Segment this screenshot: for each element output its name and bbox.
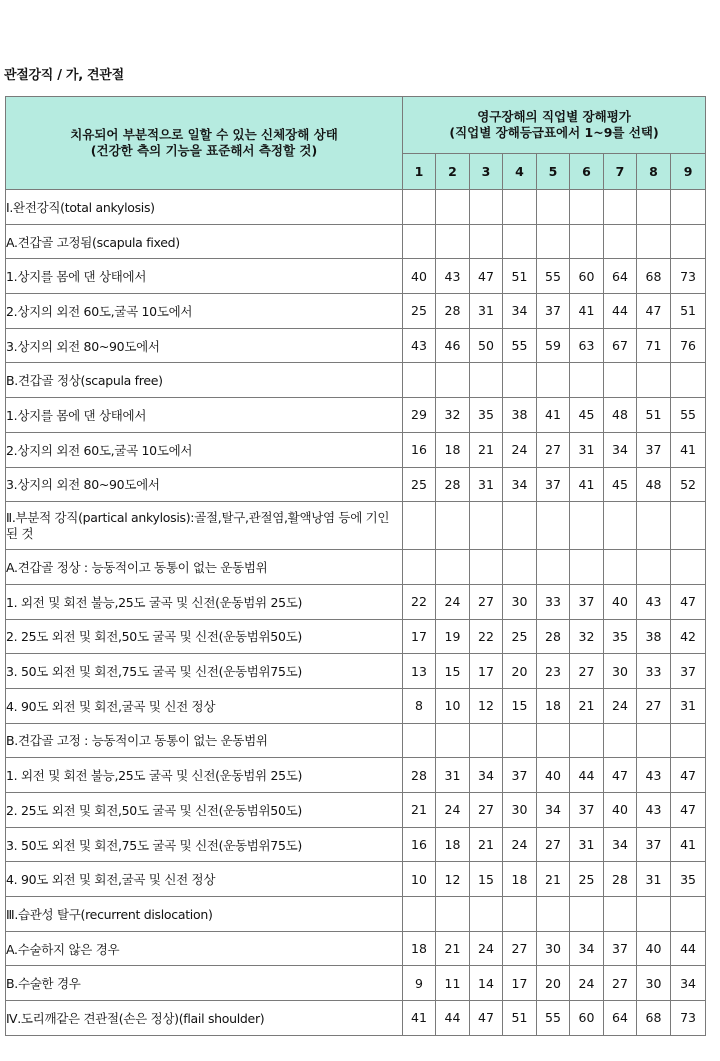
table-row — [6, 190, 706, 225]
table-row — [6, 862, 706, 897]
grade-value-cell — [403, 550, 436, 585]
grade-value-cell — [537, 502, 570, 550]
grade-value-cell — [570, 363, 604, 398]
table-row — [6, 294, 706, 329]
grade-value-cell: 21 — [470, 827, 503, 862]
grade-value-cell: 32 — [436, 398, 470, 433]
grade-value-cell — [671, 363, 706, 398]
row-label: 1. 외전 및 회전 불능,25도 굴곡 및 신전(운동범위 25도) — [6, 758, 403, 793]
grade-value-cell — [671, 190, 706, 225]
grade-value-cell — [570, 502, 604, 550]
row-label: B.수술한 경우 — [6, 966, 403, 1001]
grade-value-cell: 43 — [436, 259, 470, 294]
evaluation-header — [403, 97, 706, 154]
row-label: A.수술하지 않은 경우 — [6, 931, 403, 966]
table-row — [6, 723, 706, 758]
grade-value-cell — [604, 723, 637, 758]
row-label: 3. 50도 외전 및 회전,75도 굴곡 및 신전(운동범위75도) — [6, 827, 403, 862]
row-label: B.견갑골 정상(scapula free) — [6, 363, 403, 398]
grade-header-cell: 9 — [671, 154, 706, 190]
grade-value-cell: 47 — [470, 1001, 503, 1036]
grade-value-cell — [503, 502, 537, 550]
grade-value-cell: 28 — [604, 862, 637, 897]
grade-value-cell: 73 — [671, 259, 706, 294]
grade-value-cell — [570, 723, 604, 758]
grade-value-cell: 47 — [671, 584, 706, 619]
row-label: Ⅲ.습관성 탈구(recurrent dislocation) — [6, 897, 403, 932]
grade-value-cell: 18 — [537, 688, 570, 723]
grade-value-cell — [570, 224, 604, 259]
grade-value-cell: 20 — [503, 654, 537, 689]
grade-value-cell — [470, 502, 503, 550]
grade-value-cell: 34 — [470, 758, 503, 793]
table-row — [6, 758, 706, 793]
grade-value-cell: 34 — [503, 467, 537, 502]
grade-value-cell: 67 — [604, 328, 637, 363]
grade-header-cell: 7 — [604, 154, 637, 190]
grade-value-cell: 37 — [637, 827, 671, 862]
grade-value-cell: 60 — [570, 1001, 604, 1036]
grade-value-cell: 41 — [671, 827, 706, 862]
row-label: A.견갑골 정상 : 능동적이고 동통이 없는 운동범위 — [6, 550, 403, 585]
grade-value-cell: 63 — [570, 328, 604, 363]
grade-value-cell — [637, 190, 671, 225]
row-label: Ⅳ.도리깨같은 견관절(손은 정상)(flail shoulder) — [6, 1001, 403, 1036]
grade-value-cell — [503, 723, 537, 758]
grade-value-cell: 34 — [537, 793, 570, 828]
grade-value-cell — [503, 550, 537, 585]
grade-value-cell: 55 — [671, 398, 706, 433]
row-label: Ⅱ.부분적 강직(partical ankylosis):골절,탈구,관절염,활액낭염 등에 기인된 것 — [6, 502, 403, 550]
table-row — [6, 467, 706, 502]
table-row — [6, 432, 706, 467]
grade-value-cell: 41 — [537, 398, 570, 433]
grade-value-cell — [403, 363, 436, 398]
grade-value-cell: 17 — [403, 619, 436, 654]
grade-value-cell: 15 — [436, 654, 470, 689]
grade-value-cell: 25 — [570, 862, 604, 897]
grade-value-cell — [671, 897, 706, 932]
grade-value-cell: 41 — [671, 432, 706, 467]
grade-value-cell — [470, 224, 503, 259]
grade-value-cell: 43 — [637, 793, 671, 828]
grade-value-cell: 11 — [436, 966, 470, 1001]
row-label: 2. 25도 외전 및 회전,50도 굴곡 및 신전(운동범위50도) — [6, 619, 403, 654]
grade-value-cell: 22 — [403, 584, 436, 619]
grade-value-cell: 47 — [604, 758, 637, 793]
table-body — [6, 190, 706, 1036]
grade-value-cell: 55 — [537, 259, 570, 294]
condition-header-line1: 치유되어 부분적으로 일할 수 있는 신체장해 상태 — [70, 127, 338, 142]
grade-value-cell — [537, 224, 570, 259]
grade-value-cell — [436, 550, 470, 585]
grade-value-cell: 18 — [436, 827, 470, 862]
grade-value-cell — [637, 363, 671, 398]
grade-value-cell: 37 — [537, 294, 570, 329]
grade-value-cell — [671, 550, 706, 585]
grade-value-cell — [403, 502, 436, 550]
grade-value-cell — [537, 897, 570, 932]
grade-value-cell: 37 — [503, 758, 537, 793]
grade-value-cell: 24 — [503, 827, 537, 862]
grade-value-cell: 37 — [671, 654, 706, 689]
grade-value-cell: 35 — [671, 862, 706, 897]
grade-value-cell: 44 — [604, 294, 637, 329]
grade-value-cell — [604, 363, 637, 398]
grade-value-cell: 40 — [537, 758, 570, 793]
row-label: 3. 50도 외전 및 회전,75도 굴곡 및 신전(운동범위75도) — [6, 654, 403, 689]
grade-value-cell: 44 — [671, 931, 706, 966]
grade-header-cell: 5 — [537, 154, 570, 190]
grade-value-cell: 21 — [470, 432, 503, 467]
grade-value-cell — [503, 190, 537, 225]
grade-value-cell: 31 — [570, 827, 604, 862]
grade-value-cell — [503, 224, 537, 259]
grade-value-cell: 15 — [503, 688, 537, 723]
grade-value-cell: 27 — [604, 966, 637, 1001]
grade-value-cell — [637, 502, 671, 550]
row-label: 2.상지의 외전 60도,굴곡 10도에서 — [6, 432, 403, 467]
grade-value-cell: 21 — [570, 688, 604, 723]
grade-value-cell: 27 — [537, 432, 570, 467]
row-label: 3.상지의 외전 80~90도에서 — [6, 467, 403, 502]
grade-value-cell: 40 — [604, 584, 637, 619]
row-label: B.견갑골 고정 : 능동적이고 동통이 없는 운동범위 — [6, 723, 403, 758]
grade-value-cell: 18 — [436, 432, 470, 467]
table-row — [6, 897, 706, 932]
table-row — [6, 502, 706, 550]
grade-value-cell: 35 — [470, 398, 503, 433]
grade-value-cell — [403, 224, 436, 259]
grade-value-cell: 68 — [637, 259, 671, 294]
grade-value-cell — [436, 897, 470, 932]
grade-value-cell — [470, 723, 503, 758]
grade-value-cell: 25 — [503, 619, 537, 654]
grade-value-cell — [470, 190, 503, 225]
grade-value-cell: 47 — [637, 294, 671, 329]
grade-value-cell: 33 — [537, 584, 570, 619]
grade-value-cell: 24 — [436, 793, 470, 828]
grade-value-cell — [637, 897, 671, 932]
grade-value-cell — [470, 897, 503, 932]
grade-value-cell: 24 — [436, 584, 470, 619]
table-row — [6, 827, 706, 862]
grade-value-cell — [671, 502, 706, 550]
grade-value-cell: 42 — [671, 619, 706, 654]
grade-value-cell: 18 — [403, 931, 436, 966]
grade-value-cell: 30 — [604, 654, 637, 689]
row-label: 2. 25도 외전 및 회전,50도 굴곡 및 신전(운동범위50도) — [6, 793, 403, 828]
grade-value-cell: 37 — [537, 467, 570, 502]
grade-value-cell — [671, 723, 706, 758]
grade-value-cell — [470, 363, 503, 398]
grade-value-cell: 21 — [436, 931, 470, 966]
grade-value-cell — [537, 190, 570, 225]
grade-value-cell — [436, 723, 470, 758]
grade-value-cell: 29 — [403, 398, 436, 433]
grade-value-cell: 48 — [637, 467, 671, 502]
grade-value-cell: 24 — [604, 688, 637, 723]
grade-value-cell: 43 — [637, 758, 671, 793]
grade-value-cell — [503, 897, 537, 932]
grade-value-cell: 45 — [604, 467, 637, 502]
row-label: 1.상지를 몸에 댄 상태에서 — [6, 259, 403, 294]
grade-value-cell: 31 — [436, 758, 470, 793]
grade-value-cell: 20 — [537, 966, 570, 1001]
grade-value-cell: 31 — [637, 862, 671, 897]
grade-value-cell: 28 — [436, 294, 470, 329]
grade-value-cell — [537, 723, 570, 758]
grade-value-cell: 27 — [637, 688, 671, 723]
grade-value-cell: 30 — [503, 584, 537, 619]
grade-value-cell — [604, 502, 637, 550]
grade-value-cell: 37 — [570, 793, 604, 828]
grade-value-cell: 27 — [537, 827, 570, 862]
grade-header-cell: 4 — [503, 154, 537, 190]
grade-value-cell: 41 — [570, 467, 604, 502]
grade-value-cell — [671, 224, 706, 259]
row-label: 3.상지의 외전 80~90도에서 — [6, 328, 403, 363]
grade-value-cell — [637, 723, 671, 758]
table-row — [6, 550, 706, 585]
grade-value-cell: 32 — [570, 619, 604, 654]
grade-value-cell: 43 — [403, 328, 436, 363]
grade-value-cell: 33 — [637, 654, 671, 689]
grade-value-cell: 24 — [503, 432, 537, 467]
grade-value-cell: 13 — [403, 654, 436, 689]
table-row — [6, 793, 706, 828]
grade-value-cell — [436, 190, 470, 225]
grade-value-cell: 52 — [671, 467, 706, 502]
grade-value-cell: 51 — [503, 259, 537, 294]
grade-value-cell: 12 — [470, 688, 503, 723]
grade-value-cell: 28 — [537, 619, 570, 654]
grade-value-cell: 37 — [604, 931, 637, 966]
grade-value-cell: 25 — [403, 467, 436, 502]
grade-value-cell: 19 — [436, 619, 470, 654]
grade-value-cell: 15 — [470, 862, 503, 897]
page-title: 관절강직 / 가, 견관절 — [4, 68, 124, 83]
grade-value-cell — [604, 224, 637, 259]
grade-value-cell — [570, 190, 604, 225]
grade-value-cell: 40 — [604, 793, 637, 828]
grade-value-cell — [436, 224, 470, 259]
row-label: A.견갑골 고정됨(scapula fixed) — [6, 224, 403, 259]
grade-value-cell — [537, 363, 570, 398]
grade-value-cell: 60 — [570, 259, 604, 294]
table-row — [6, 259, 706, 294]
grade-value-cell: 34 — [604, 827, 637, 862]
grade-value-cell: 27 — [570, 654, 604, 689]
grade-value-cell: 31 — [671, 688, 706, 723]
grade-value-cell: 51 — [637, 398, 671, 433]
grade-value-cell: 16 — [403, 827, 436, 862]
table-row — [6, 328, 706, 363]
grade-value-cell — [436, 502, 470, 550]
grade-value-cell: 40 — [637, 931, 671, 966]
grade-value-cell: 64 — [604, 1001, 637, 1036]
grade-value-cell: 8 — [403, 688, 436, 723]
grade-value-cell: 24 — [570, 966, 604, 1001]
condition-header-line2: (건강한 측의 기능을 표준해서 측정할 것) — [90, 143, 318, 158]
grade-value-cell: 51 — [671, 294, 706, 329]
grade-value-cell: 34 — [503, 294, 537, 329]
grade-value-cell: 64 — [604, 259, 637, 294]
grade-value-cell: 55 — [537, 1001, 570, 1036]
grade-value-cell: 9 — [403, 966, 436, 1001]
grade-value-cell: 31 — [570, 432, 604, 467]
grade-value-cell: 76 — [671, 328, 706, 363]
grade-value-cell: 14 — [470, 966, 503, 1001]
grade-value-cell: 25 — [403, 294, 436, 329]
grade-value-cell: 16 — [403, 432, 436, 467]
grade-value-cell: 27 — [503, 931, 537, 966]
table-row — [6, 584, 706, 619]
table-row — [6, 619, 706, 654]
grade-value-cell: 30 — [537, 931, 570, 966]
table-row — [6, 931, 706, 966]
grade-value-cell: 34 — [604, 432, 637, 467]
grade-value-cell: 21 — [403, 793, 436, 828]
grade-header-cell: 8 — [637, 154, 671, 190]
grade-value-cell: 44 — [570, 758, 604, 793]
grade-value-cell: 31 — [470, 294, 503, 329]
grade-value-cell: 27 — [470, 584, 503, 619]
evaluation-header-line2: (직업별 장해등급표에서 1~9를 선택) — [449, 125, 659, 140]
grade-value-cell: 28 — [403, 758, 436, 793]
row-label: Ⅰ.완전강직(total ankylosis) — [6, 190, 403, 225]
disability-table — [5, 96, 706, 1036]
grade-value-cell: 71 — [637, 328, 671, 363]
grade-value-cell: 23 — [537, 654, 570, 689]
grade-value-cell: 48 — [604, 398, 637, 433]
table-row — [6, 654, 706, 689]
grade-value-cell: 28 — [436, 467, 470, 502]
grade-value-cell: 68 — [637, 1001, 671, 1036]
grade-value-cell: 12 — [436, 862, 470, 897]
grade-value-cell: 34 — [570, 931, 604, 966]
grade-value-cell: 34 — [671, 966, 706, 1001]
grade-value-cell: 40 — [403, 259, 436, 294]
row-label: 2.상지의 외전 60도,굴곡 10도에서 — [6, 294, 403, 329]
grade-value-cell — [403, 897, 436, 932]
grade-value-cell — [637, 550, 671, 585]
grade-value-cell: 30 — [503, 793, 537, 828]
table-row — [6, 398, 706, 433]
grade-value-cell: 38 — [637, 619, 671, 654]
grade-value-cell — [604, 190, 637, 225]
grade-value-cell: 45 — [570, 398, 604, 433]
grade-value-cell: 44 — [436, 1001, 470, 1036]
grade-value-cell: 10 — [436, 688, 470, 723]
row-label: 4. 90도 외전 및 회전,굴곡 및 신전 정상 — [6, 862, 403, 897]
grade-value-cell: 17 — [470, 654, 503, 689]
evaluation-header-line1: 영구장해의 직업별 장해평가 — [477, 109, 631, 124]
grade-value-cell: 27 — [470, 793, 503, 828]
grade-value-cell: 21 — [537, 862, 570, 897]
grade-value-cell: 41 — [403, 1001, 436, 1036]
grade-value-cell: 31 — [470, 467, 503, 502]
table-row — [6, 363, 706, 398]
grade-value-cell — [537, 550, 570, 585]
row-label: 1. 외전 및 회전 불능,25도 굴곡 및 신전(운동범위 25도) — [6, 584, 403, 619]
grade-value-cell: 41 — [570, 294, 604, 329]
grade-value-cell: 37 — [570, 584, 604, 619]
grade-value-cell: 38 — [503, 398, 537, 433]
grade-value-cell: 18 — [503, 862, 537, 897]
grade-value-cell: 55 — [503, 328, 537, 363]
grade-value-cell: 51 — [503, 1001, 537, 1036]
grade-header-cell: 3 — [470, 154, 503, 190]
row-label: 1.상지를 몸에 댄 상태에서 — [6, 398, 403, 433]
grade-value-cell: 73 — [671, 1001, 706, 1036]
table-row — [6, 224, 706, 259]
grade-header-cell: 1 — [403, 154, 436, 190]
grade-value-cell: 43 — [637, 584, 671, 619]
condition-header — [6, 97, 403, 190]
table-row — [6, 966, 706, 1001]
grade-value-cell: 24 — [470, 931, 503, 966]
grade-value-cell: 46 — [436, 328, 470, 363]
table-row — [6, 1001, 706, 1036]
grade-value-cell — [604, 897, 637, 932]
grade-value-cell — [403, 723, 436, 758]
grade-value-cell: 50 — [470, 328, 503, 363]
grade-value-cell: 30 — [637, 966, 671, 1001]
grade-value-cell: 47 — [470, 259, 503, 294]
grade-value-cell — [503, 363, 537, 398]
grade-value-cell — [436, 363, 470, 398]
grade-header-cell: 6 — [570, 154, 604, 190]
grade-value-cell — [570, 897, 604, 932]
grade-value-cell: 47 — [671, 793, 706, 828]
grade-value-cell — [604, 550, 637, 585]
grade-header-cell: 2 — [436, 154, 470, 190]
grade-value-cell: 47 — [671, 758, 706, 793]
table-row — [6, 688, 706, 723]
grade-value-cell: 37 — [637, 432, 671, 467]
grade-value-cell: 35 — [604, 619, 637, 654]
grade-value-cell — [570, 550, 604, 585]
grade-value-cell: 59 — [537, 328, 570, 363]
grade-value-cell — [403, 190, 436, 225]
grade-value-cell: 10 — [403, 862, 436, 897]
row-label: 4. 90도 외전 및 회전,굴곡 및 신전 정상 — [6, 688, 403, 723]
grade-value-cell — [637, 224, 671, 259]
grade-value-cell: 17 — [503, 966, 537, 1001]
grade-value-cell: 22 — [470, 619, 503, 654]
grade-value-cell — [470, 550, 503, 585]
